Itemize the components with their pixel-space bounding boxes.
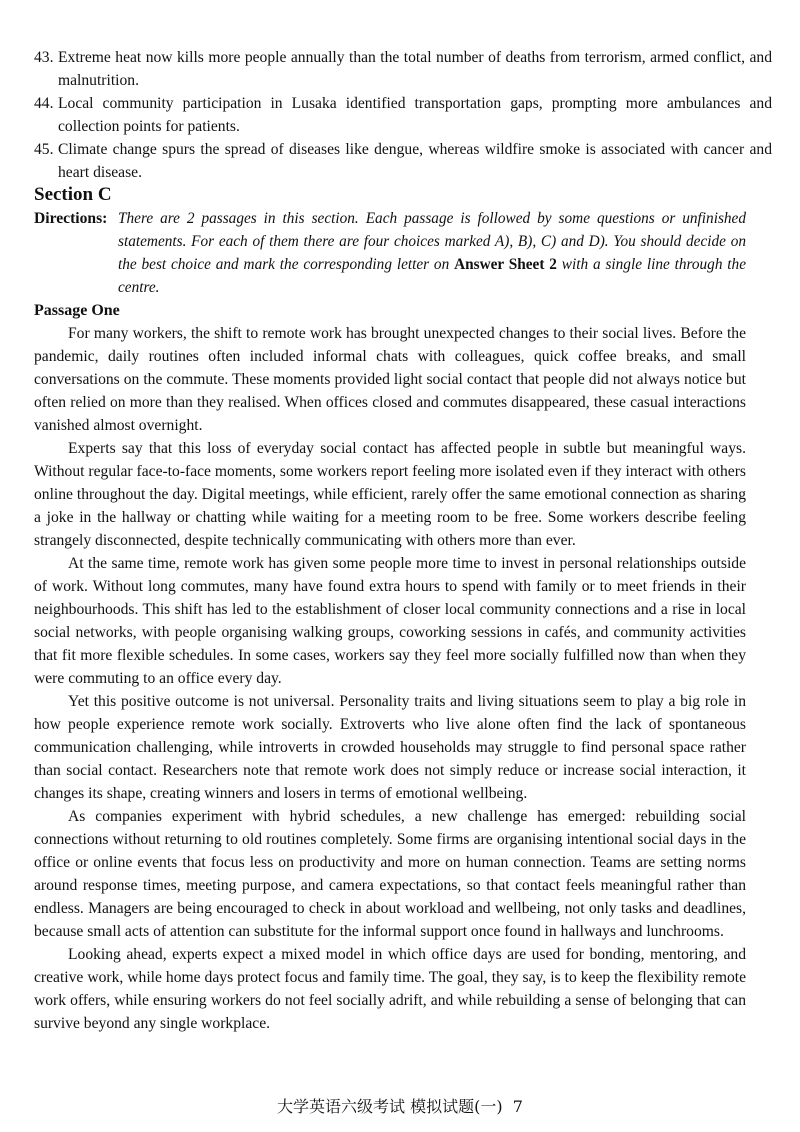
question-item-45 bbox=[34, 138, 772, 184]
question-item-44 bbox=[34, 92, 772, 138]
passage-paragraph: At the same time, remote work has given some people more time to invest in personal relationships outside of work. Without long commutes, many have found extra hours to spend with family or to meet friends in their neighbourhoods. This shift has led to the establishment of closer local community connections and a rise in local social networks, with people organising walking groups, coworking sessions in cafés, and community activities that fit more flexible schedules. In some cases, workers say they feel more socially fulfilled now than when they were commuting to an office every day. bbox=[34, 555, 746, 687]
question-text: Local community participation in Lusaka identified transportation gaps, prompting more ambulances and collection points for patients. bbox=[58, 95, 772, 135]
directions-text-part: There are 2 passages in this section. Each passage is followed by some questions or unfinished statements. For each of them there are four choices marked A), B), C) and D). You should decide on the best choice and mark the corresponding letter on bbox=[118, 210, 746, 273]
directions-text-part: with a single line through the centre. bbox=[118, 256, 746, 296]
question-item-43 bbox=[34, 46, 772, 92]
page-number: 7 bbox=[512, 1097, 523, 1116]
answer-sheet-label: Answer Sheet 2 bbox=[454, 256, 557, 273]
passage-paragraph: As companies experiment with hybrid schedules, a new challenge has emerged: rebuilding social connections without returning to old routines completely. Some firms are organising intentional social days in the office or online events that focus less on productivity and more on human connection. Teams are setting norms around response times, meeting purpose, and camera expectations, so that contact feels meaningful rather than endless. Managers are being encouraged to check in about workload and wellbeing, not only tasks and deadlines, because small acts of attention can substitute for the informal support once found in hallways and lunchrooms. bbox=[34, 808, 746, 940]
question-number: 44. bbox=[34, 95, 54, 112]
passage-body bbox=[34, 322, 746, 1035]
section-title: Section C bbox=[34, 184, 112, 205]
passage-paragraph: For many workers, the shift to remote work has brought unexpected changes to their social lives. Before the pandemic, daily routines often included informal chats with colleagues, quick coffee breaks, and small conversations on the commute. These moments provided light social contact that people did not always notice but often relied on more than they realised. When offices closed and commutes disappeared, these casual interactions vanished almost overnight. bbox=[34, 325, 746, 434]
passage-title: Passage One bbox=[34, 302, 120, 319]
passage-paragraph: Yet this positive outcome is not universal. Personality traits and living situations seem to play a big role in how people experience remote work socially. Extroverts who live alone often find the lack of spontaneous communication challenging, while introverts in crowded households may struggle to find personal space rather than social contact. Researchers note that remote work does not simply reduce or increase social interaction, it changes its shape, creating winners and losers in terms of emotional wellbeing. bbox=[34, 693, 746, 802]
passage-paragraph: Looking ahead, experts expect a mixed model in which office days are used for bonding, mentoring, and creative work, while home days protect focus and family time. The goal, they say, is to keep the flexibility remote work offers, while ensuring workers do not feel socially adrift, and while rebuilding a sense of belonging that can survive beyond any single workplace. bbox=[34, 946, 746, 1032]
question-text: Climate change spurs the spread of diseases like dengue, whereas wildfire smoke is associated with cancer and heart disease. bbox=[58, 141, 772, 181]
question-text: Extreme heat now kills more people annually than the total number of deaths from terrorism, armed conflict, and malnutrition. bbox=[58, 49, 772, 89]
directions-label: Directions: bbox=[34, 210, 108, 227]
question-number: 45. bbox=[34, 141, 54, 158]
passage-paragraph: Experts say that this loss of everyday social contact has affected people in subtle but meaningful ways. Without regular face-to-face moments, some workers report feeling more isolated even if they interact with others online throughout the day. Digital meetings, while efficient, rarely offer the same emotional connection as sharing a joke in the hallway or chatting while waiting for a meeting room to be free. Some workers describe feeling strangely disconnected, despite technically communicating with others more than ever. bbox=[34, 440, 746, 549]
page-footer bbox=[0, 1096, 800, 1118]
question-number: 43. bbox=[34, 49, 54, 66]
footer-title: 大学英语六级考试 模拟试题(一) bbox=[277, 1097, 503, 1116]
directions-text bbox=[118, 207, 746, 299]
